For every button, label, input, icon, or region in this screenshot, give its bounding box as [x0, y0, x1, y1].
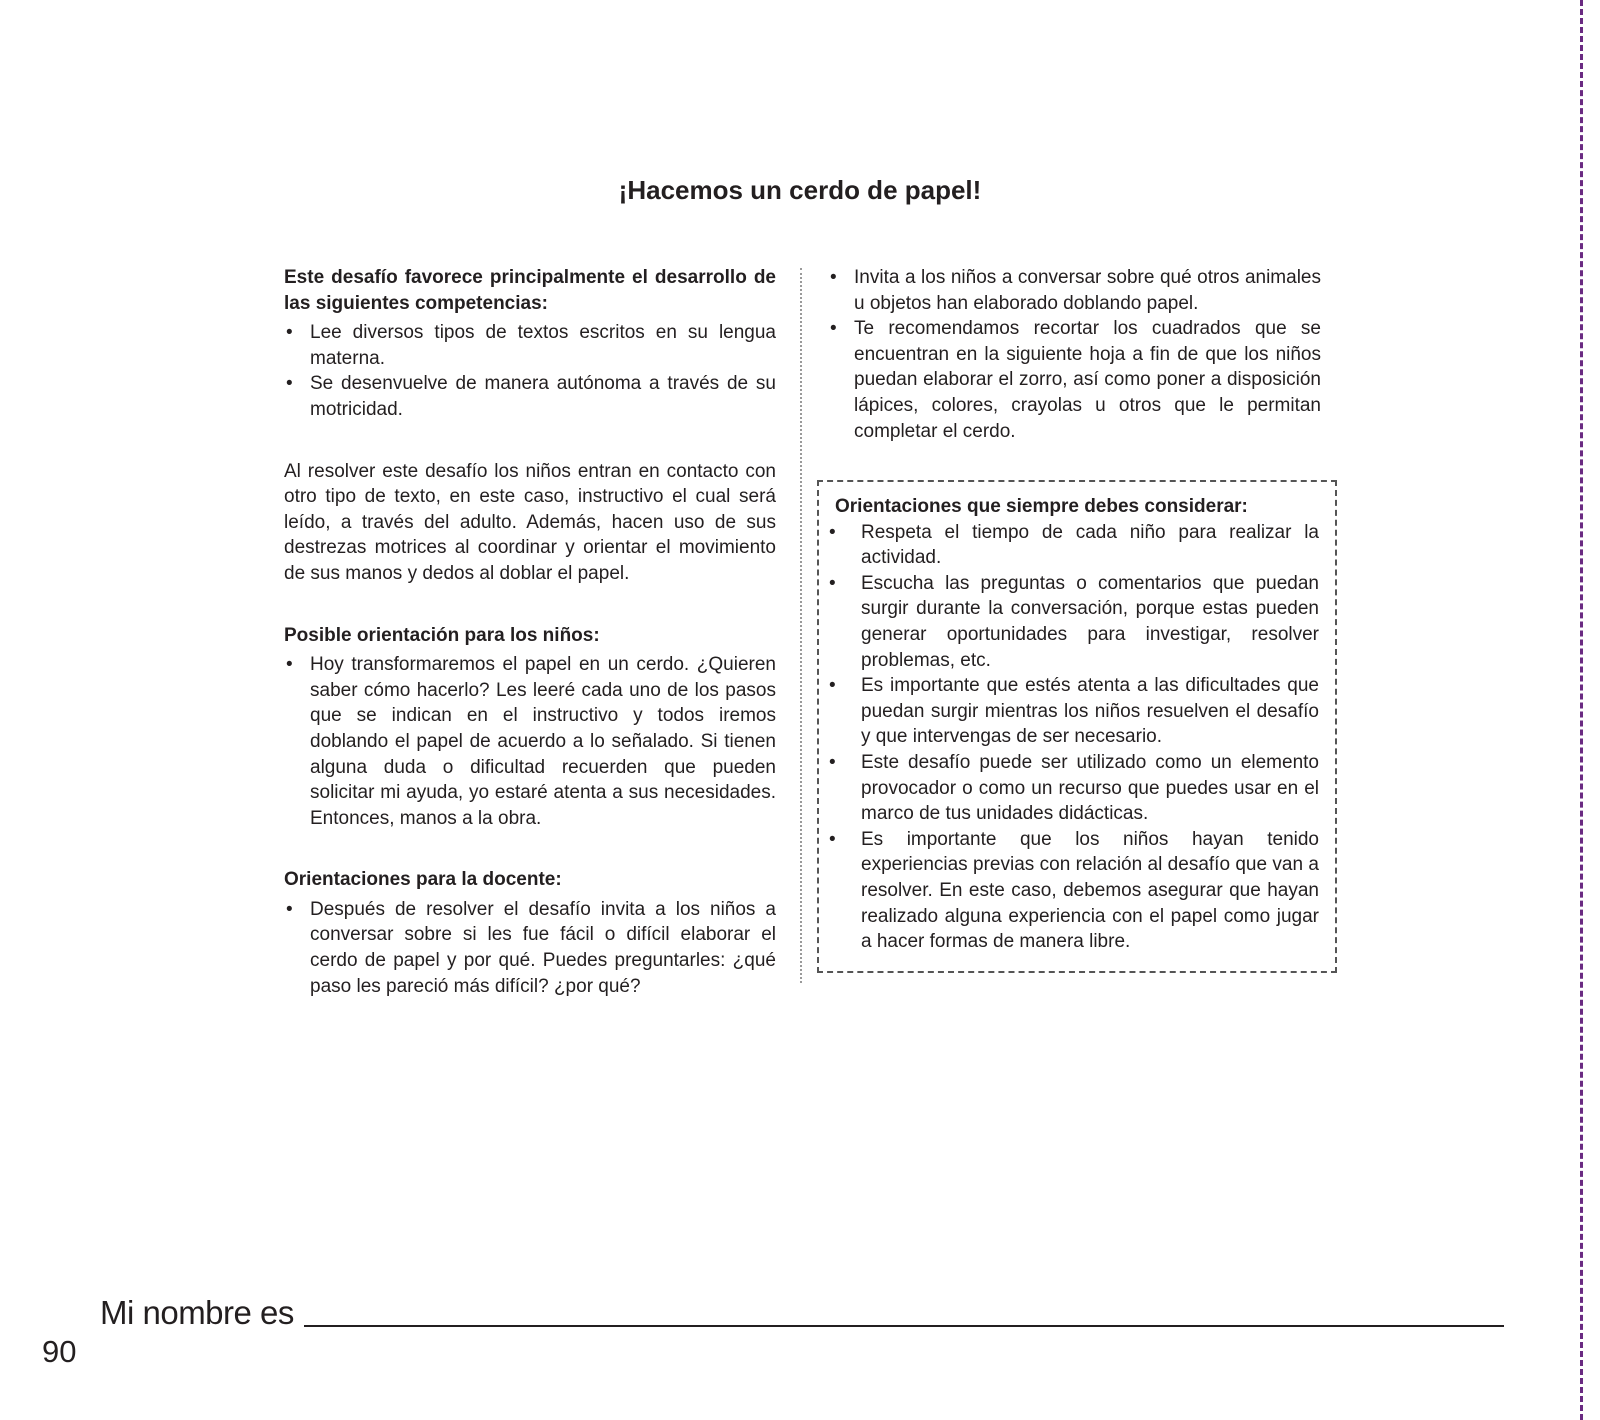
teacher-guidance-heading: Orientaciones para la docente: — [284, 869, 562, 891]
bullet-icon: • — [829, 751, 836, 773]
list-item-text: Se desenvuelve de manera autónoma a través de su motricidad. — [310, 373, 776, 420]
children-guidance-heading: Posible orientación para los niños: — [284, 624, 600, 646]
teacher-guidance-list — [284, 897, 776, 999]
tips-box — [817, 480, 1337, 973]
list-item-text: Invita a los niños a conversar sobre qué otros animales u objetos han elaborado doblando papel. — [854, 267, 1321, 314]
column-divider — [800, 268, 802, 983]
list-item — [829, 750, 1319, 827]
bullet-icon: • — [829, 675, 836, 697]
list-item-text: Después de resolver el desafío invita a los niños a conversar sobre si les fue fácil o difícil elaborar el cerdo de papel y por qué. Puedes preguntarles: ¿qué paso les pareció más difícil? ¿por qué? — [310, 898, 776, 997]
page-title: ¡Hacemos un cerdo de papel! — [618, 175, 982, 205]
bullet-icon: • — [829, 521, 836, 543]
right-column-list — [828, 265, 1321, 444]
bullet-icon: • — [286, 654, 293, 676]
bullet-icon: • — [829, 828, 836, 850]
name-label: Mi nombre es — [100, 1294, 294, 1331]
list-item — [284, 320, 776, 371]
list-item-text: Lee diversos tipos de textos escritos en su lengua materna. — [310, 322, 776, 369]
list-item-text: Es importante que los niños hayan tenido experiencias previas con relación al desafío que van a resolver. En este caso, debemos asegurar que hayan realizado alguna experiencia con el papel como jugar a hacer formas de manera libre. — [861, 828, 1319, 953]
cut-line — [1580, 0, 1583, 1420]
bullet-icon: • — [830, 267, 837, 288]
list-item-text: Respeta el tiempo de cada niño para realizar la actividad. — [861, 521, 1319, 569]
list-item-text: Este desafío puede ser utilizado como un elemento provocador o como un recurso que puedes usar en el marco de tus unidades didácticas. — [861, 751, 1319, 825]
list-item — [828, 265, 1321, 316]
intro-paragraph: Al resolver este desafío los niños entran en contacto con otro tipo de texto, en este caso, instructivo el cual será leído, a través del adulto. Además, hacen uso de sus destrezas motrices al coordinar y orientar el movimiento de sus manos y dedos al doblar el papel. — [284, 460, 776, 584]
list-item — [829, 520, 1319, 571]
tips-list — [829, 520, 1319, 955]
list-item-text: Escucha las preguntas o comentarios que puedan surgir durante la conversación, porque estas pueden generar oportunidades para investigar, resolver problemas, etc. — [861, 572, 1319, 671]
list-item-text: Te recomendamos recortar los cuadrados que se encuentran en la siguiente hoja a fin de que los niños puedan elaborar el zorro, así como poner a disposición lápices, colores, crayolas u otros que le permitan completar el cerdo. — [854, 318, 1321, 442]
left-column — [284, 265, 776, 999]
children-guidance-list — [284, 652, 776, 831]
competencies-list — [284, 320, 776, 422]
list-item — [284, 652, 776, 831]
competencies-heading: Este desafío favorece principalmente el desarrollo de las siguientes competencias: — [284, 267, 776, 314]
list-item — [829, 673, 1319, 750]
list-item — [829, 571, 1319, 673]
list-item — [284, 897, 776, 999]
list-item — [828, 316, 1321, 444]
list-item-text: Hoy transformaremos el papel en un cerdo. ¿Quieren saber cómo hacerlo? Les leeré cada uno de los pasos que se indican en el instructivo y todos iremos doblando el papel de acuerdo a lo señalado. Si tienen alguna duda o dificultad recuerden que pueden solicitar mi ayuda, yo estaré atenta a sus necesidades. Entonces, manos a la obra. — [310, 654, 776, 829]
bullet-icon: • — [829, 572, 836, 594]
bullet-icon: • — [286, 898, 293, 920]
bullet-icon: • — [286, 322, 293, 344]
list-item-text: Es importante que estés atenta a las dificultades que puedan surgir mientras los niños resuelven el desafío y que intervengas de ser necesario. — [861, 675, 1319, 748]
name-input-line[interactable] — [304, 1325, 1504, 1327]
right-column — [828, 265, 1321, 444]
bullet-icon: • — [830, 318, 837, 340]
tips-heading: Orientaciones que siempre debes considerar: — [835, 496, 1248, 517]
list-item — [284, 371, 776, 422]
bullet-icon: • — [286, 373, 293, 395]
list-item — [829, 827, 1319, 955]
page-number: 90 — [42, 1334, 77, 1369]
